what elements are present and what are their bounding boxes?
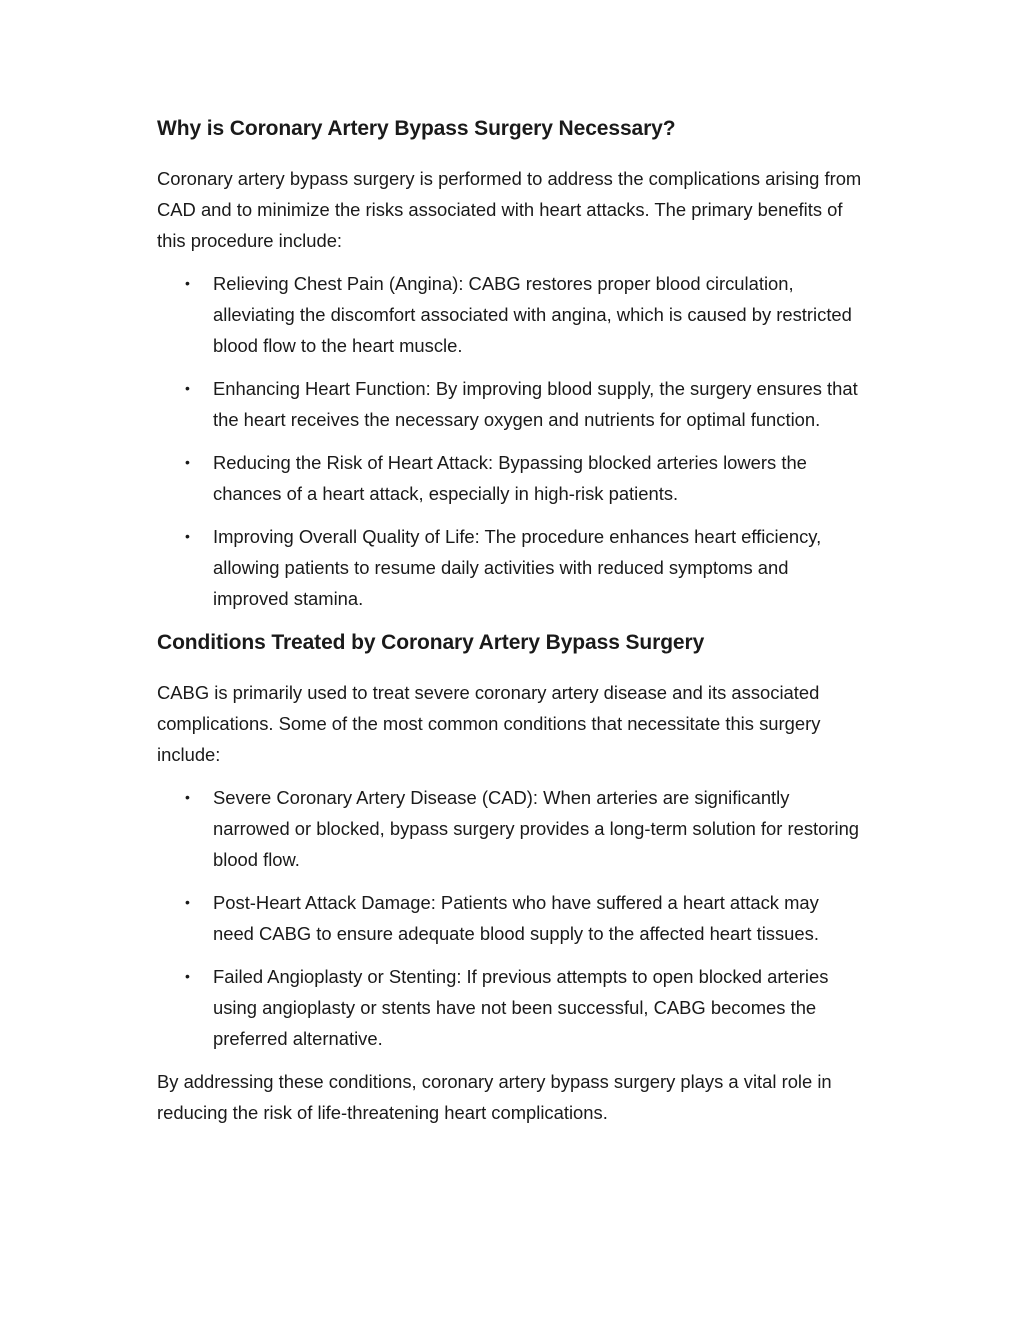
bullet-icon: • bbox=[185, 528, 190, 544]
list-item bbox=[157, 782, 863, 875]
bullet-icon: • bbox=[185, 380, 190, 396]
bullet-icon: • bbox=[185, 894, 190, 910]
benefits-list bbox=[157, 268, 863, 614]
section-heading-conditions: Conditions Treated by Coronary Artery Bypass Surgery bbox=[157, 631, 705, 654]
list-item bbox=[157, 521, 863, 614]
list-item bbox=[157, 447, 863, 509]
conditions-list bbox=[157, 782, 863, 1054]
list-item bbox=[157, 961, 863, 1054]
bullet-icon: • bbox=[185, 275, 190, 291]
list-item bbox=[157, 268, 863, 361]
bullet-icon: • bbox=[185, 968, 190, 984]
bullet-icon: • bbox=[185, 454, 190, 470]
list-item-text: Enhancing Heart Function: By improving blood supply, the surgery ensures that the heart receives the necessary oxygen and nutrients for optimal function. bbox=[213, 378, 858, 430]
list-item bbox=[157, 887, 863, 949]
list-item bbox=[157, 373, 863, 435]
section-heading-why-cabg: Why is Coronary Artery Bypass Surgery Necessary? bbox=[157, 117, 676, 140]
list-item-text: Failed Angioplasty or Stenting: If previous attempts to open blocked arteries using angioplasty or stents have not been successful, CABG becomes the preferred alternative. bbox=[213, 966, 829, 1049]
conclusion-paragraph: By addressing these conditions, coronary artery bypass surgery plays a vital role in reducing the risk of life-threatening heart complications. bbox=[157, 1071, 832, 1123]
intro-paragraph-benefits: Coronary artery bypass surgery is performed to address the complications arising from CAD and to minimize the risks associated with heart attacks. The primary benefits of this procedure include: bbox=[157, 168, 862, 251]
list-item-text: Post-Heart Attack Damage: Patients who have suffered a heart attack may need CABG to ensure adequate blood supply to the affected heart tissues. bbox=[213, 892, 819, 944]
list-item-text: Reducing the Risk of Heart Attack: Bypassing blocked arteries lowers the chances of a heart attack, especially in high-risk patients. bbox=[213, 452, 807, 504]
intro-paragraph-conditions: CABG is primarily used to treat severe coronary artery disease and its associated complications. Some of the most common conditions that necessitate this surgery include: bbox=[157, 682, 821, 765]
bullet-icon: • bbox=[185, 789, 190, 805]
list-item-text: Severe Coronary Artery Disease (CAD): When arteries are significantly narrowed or blocked, bypass surgery provides a long-term solution for restoring blood flow. bbox=[213, 787, 860, 870]
list-item-text: Improving Overall Quality of Life: The procedure enhances heart efficiency, allowing patients to resume daily activities with reduced symptoms and improved stamina. bbox=[213, 526, 822, 609]
document-page bbox=[157, 112, 863, 1140]
list-item-text: Relieving Chest Pain (Angina): CABG restores proper blood circulation, alleviating the discomfort associated with angina, which is caused by restricted blood flow to the heart muscle. bbox=[213, 273, 852, 356]
